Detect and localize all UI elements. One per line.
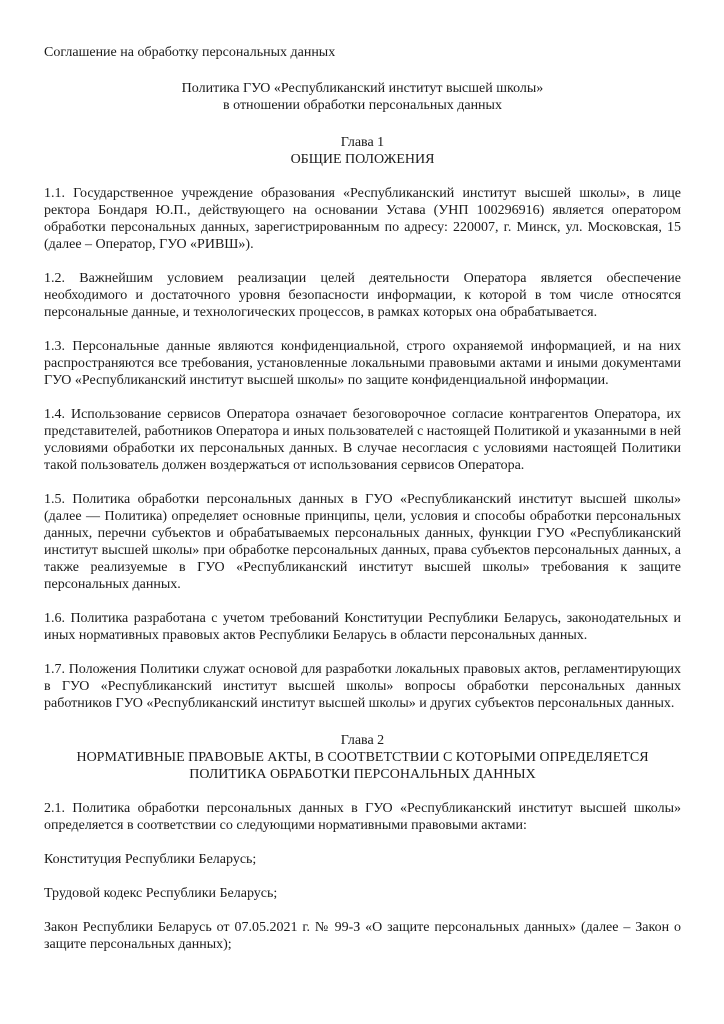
chapter-2-title-line-2: ПОЛИТИКА ОБРАБОТКИ ПЕРСОНАЛЬНЫХ ДАННЫХ: [189, 767, 536, 782]
policy-title: [44, 80, 681, 114]
chapter-2-number: Глава 2: [340, 733, 385, 748]
paragraph-1-6: 1.6. Политика разработана с учетом требований Конституции Республики Беларусь, законодательных и иных нормативных правовых актов Республики Беларусь в области персональных данных.: [44, 611, 681, 643]
legal-act-item: Конституция Республики Беларусь;: [44, 852, 257, 867]
chapter-1-heading: [44, 134, 681, 168]
paragraph-2-1: 2.1. Политика обработки персональных данных в ГУО «Республиканский институт высшей школы» определяется в соответствии со следующими нормативными правовыми актами:: [44, 801, 681, 833]
chapter-1-number: Глава 1: [340, 135, 385, 150]
paragraph-1-5: 1.5. Политика обработки персональных данных в ГУО «Республиканский институт высшей школы» (далее — Политика) определяет основные принципы, цели, условия и способы обработки персональных данных, перечни субъектов и обрабатываемых персональных данных, функции ГУО «Республиканский институт высшей школы» при обработке персональных данных, права субъектов персональных данных, а также реализуемые в ГУО «Республиканский институт высшей школы» требования к защите персональных данных.: [44, 492, 681, 592]
paragraph-1-7: 1.7. Положения Политики служат основой для разработки локальных правовых актов, регламентирующих в ГУО «Республиканский институт высшей школы» вопросы обработки персональных данных работников ГУО «Республиканский институт высшей школы» и других субъектов персональных данных.: [44, 662, 681, 711]
policy-title-line-2: в отношении обработки персональных данных: [223, 98, 502, 113]
document-header: Соглашение на обработку персональных данных: [44, 45, 336, 60]
chapter-2-title-line-1: НОРМАТИВНЫЕ ПРАВОВЫЕ АКТЫ, В СООТВЕТСТВИИ С КОТОРЫМИ ОПРЕДЕЛЯЕТСЯ: [76, 750, 649, 765]
legal-act-item: Трудовой кодекс Республики Беларусь;: [44, 886, 278, 901]
paragraph-1-4: 1.4. Использование сервисов Оператора означает безоговорочное согласие контрагентов Оператора, их представителей, работников Оператора и иных пользователей с настоящей Политикой и указанными в ней условиями обработки их персональных данных. В случае несогласия с условиями настоящей Политики такой пользователь должен воздержаться от использования сервисов Оператора.: [44, 407, 681, 473]
chapter-2-heading: [44, 732, 681, 783]
legal-act-item: Закон Республики Беларусь от 07.05.2021 г. № 99-З «О защите персональных данных» (далее – Закон о защите персональных данных);: [44, 920, 681, 952]
paragraph-1-2: 1.2. Важнейшим условием реализации целей деятельности Оператора является обеспечение необходимого и достаточного уровня безопасности информации, к которой в том числе относятся персональные данные, и технологических процессов, в рамках которых она обрабатывается.: [44, 271, 681, 320]
policy-title-line-1: Политика ГУО «Республиканский институт высшей школы»: [181, 81, 544, 96]
paragraph-1-1: 1.1. Государственное учреждение образования «Республиканский институт высшей школы», в лице ректора Бондаря Ю.П., действующего на основании Устава (УНП 100296916) является оператором обработки персональных данных, зарегистрированным по адресу: 220007, г. Минск, ул. Московская, 15 (далее – Оператор, ГУО «РИВШ»).: [44, 186, 681, 252]
paragraph-1-3: 1.3. Персональные данные являются конфиденциальной, строго охраняемой информацией, и на них распространяются все требования, установленные локальными правовыми актами и иными документами ГУО «Республиканский институт высшей школы» по защите конфиденциальной информации.: [44, 339, 681, 388]
chapter-1-title: ОБЩИЕ ПОЛОЖЕНИЯ: [290, 152, 435, 167]
